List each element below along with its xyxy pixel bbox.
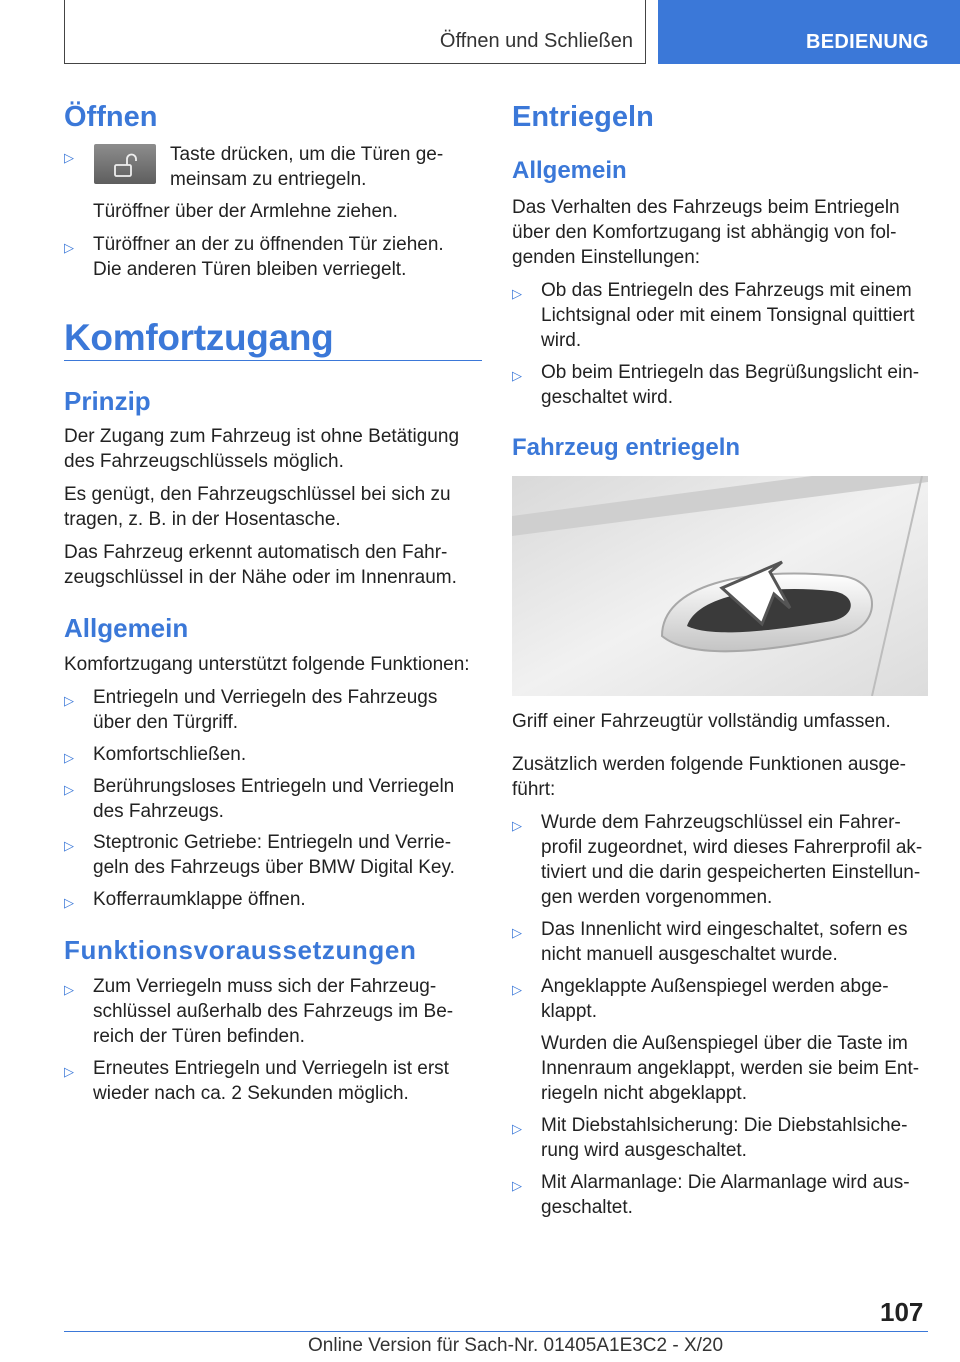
text-line: zeugschlüssel in der Nähe oder im Innenraum. <box>64 567 457 588</box>
text-line: des Fahrzeugschlüssels möglich. <box>64 451 344 472</box>
door-handle-illustration <box>512 476 928 696</box>
text-line: Das Innenlicht wird eingeschaltet, sofern es <box>541 919 908 940</box>
text-line: wieder nach ca. 2 Sekunden möglich. <box>93 1083 409 1104</box>
bullet-triangle-icon: ▷ <box>512 368 522 383</box>
heading-funktionsvoraussetzungen: Funktionsvoraussetzungen <box>64 935 417 965</box>
bullet-triangle-icon: ▷ <box>64 895 74 910</box>
text-line: Der Zugang zum Fahrzeug ist ohne Betätigung <box>64 426 460 447</box>
header-chapter-title: BEDIENUNG <box>806 31 929 53</box>
bullet-triangle-icon: ▷ <box>64 240 74 255</box>
heading-allgemein-right: Allgemein <box>512 157 627 184</box>
text-line: Türöffner an der zu öffnenden Tür ziehen. <box>93 234 444 255</box>
text-line: führt: <box>512 779 556 800</box>
bullet-triangle-icon: ▷ <box>512 982 522 997</box>
text-line: Komfortzugang unterstützt folgende Funktionen: <box>64 654 470 675</box>
bullet-triangle-icon: ▷ <box>64 1064 74 1079</box>
unlock-icon <box>94 144 156 184</box>
page-number: 107 <box>880 1297 924 1327</box>
door-handle-photo <box>512 476 928 696</box>
text-line: schlüssel außerhalb des Fahrzeugs im Be- <box>93 1001 454 1022</box>
bullet-triangle-icon: ▷ <box>512 925 522 940</box>
text-line: Angeklappte Außenspiegel werden abge- <box>541 976 889 997</box>
text-line: tiviert und die darin gespeicherten Einstellun- <box>541 862 921 883</box>
bullet-triangle-icon: ▷ <box>512 1121 522 1136</box>
text-line: über den Türgriff. <box>93 712 239 733</box>
text-line: Die anderen Türen bleiben verriegelt. <box>93 259 407 280</box>
heading-entriegeln: Entriegeln <box>512 101 654 133</box>
text-line: Ob das Entriegeln des Fahrzeugs mit einem <box>541 280 912 301</box>
text-line: Mit Alarmanlage: Die Alarmanlage wird aus- <box>541 1172 910 1193</box>
bullet-triangle-icon: ▷ <box>64 982 74 997</box>
text-line: Mit Diebstahlsicherung: Die Diebstahlsiche- <box>541 1115 908 1136</box>
bullet-triangle-icon: ▷ <box>64 150 74 165</box>
footer-online-version: Online Version für Sach-Nr. 01405A1E3C2 - X/20 <box>308 1335 724 1356</box>
text-line: tragen, z. B. in der Hosentasche. <box>64 509 341 530</box>
subtext: Türöffner über der Armlehne ziehen. <box>93 201 398 222</box>
text-line: Ob beim Entriegeln das Begrüßungslicht ein- <box>541 362 920 383</box>
footer-divider <box>64 1331 928 1332</box>
text-line: Entriegeln und Verriegeln des Fahrzeugs <box>93 687 438 708</box>
heading-prinzip: Prinzip <box>64 386 151 416</box>
text-line: reich der Türen befinden. <box>93 1026 305 1047</box>
text-line: gen werden vorgenommen. <box>541 887 773 908</box>
heading-allgemein-left: Allgemein <box>64 613 189 643</box>
text-line: geln des Fahrzeugs über BMW Digital Key. <box>93 857 455 878</box>
heading-fahrzeug-entriegeln: Fahrzeug entriegeln <box>512 434 741 461</box>
text-line: Komfortschließen. <box>93 744 247 765</box>
text-line: Das Verhalten des Fahrzeugs beim Entriegeln <box>512 197 900 218</box>
bullet-triangle-icon: ▷ <box>512 818 522 833</box>
heading-oeffnen: Öffnen <box>64 101 158 133</box>
text-line: genden Einstellungen: <box>512 247 701 268</box>
text-line: Innenraum angeklappt, werden sie beim Ent- <box>541 1058 920 1079</box>
text-line: geschaltet. <box>541 1197 633 1218</box>
text-line: Wurde dem Fahrzeugschlüssel ein Fahrer- <box>541 812 901 833</box>
header-section-title: Öffnen und Schließen <box>439 30 633 52</box>
text-line: riegeln nicht abgeklappt. <box>541 1083 747 1104</box>
text-line: Lichtsignal oder mit einem Tonsignal quittiert <box>541 305 915 326</box>
bullet-triangle-icon: ▷ <box>512 1178 522 1193</box>
text-line: meinsam zu entriegeln. <box>170 169 367 190</box>
bullet-triangle-icon: ▷ <box>64 838 74 853</box>
bullet-triangle-icon: ▷ <box>64 693 74 708</box>
unlock-button-image <box>94 144 156 184</box>
header-section-box <box>64 0 646 64</box>
text-line: Zusätzlich werden folgende Funktionen ausge- <box>512 754 906 775</box>
text-line: Erneutes Entriegeln und Verriegeln ist erst <box>93 1058 449 1079</box>
text-line: klappt. <box>541 1001 597 1022</box>
image-caption: Griff einer Fahrzeugtür vollständig umfassen. <box>512 711 891 732</box>
text-line: Taste drücken, um die Türen ge- <box>170 144 444 165</box>
bullet-triangle-icon: ▷ <box>512 286 522 301</box>
text-line: profil zugeordnet, wird dieses Fahrerprofil ak- <box>541 837 923 858</box>
heading-komfortzugang: Komfortzugang <box>64 317 334 358</box>
bullet-triangle-icon: ▷ <box>64 782 74 797</box>
text-line: Berührungsloses Entriegeln und Verriegeln <box>93 776 455 797</box>
text-line: Kofferraumklappe öffnen. <box>93 889 306 910</box>
text-line: über den Komfortzugang ist abhängig von fol- <box>512 222 897 243</box>
text-line: Das Fahrzeug erkennt automatisch den Fahr- <box>64 542 448 563</box>
header-chapter-box <box>658 0 960 64</box>
text-line: wird. <box>541 330 582 351</box>
bullet-triangle-icon: ▷ <box>64 750 74 765</box>
section-divider <box>64 360 482 361</box>
text-line: des Fahrzeugs. <box>93 801 224 822</box>
text-line: Zum Verriegeln muss sich der Fahrzeug- <box>93 976 437 997</box>
text-line: rung wird ausgeschaltet. <box>541 1140 747 1161</box>
text-line: Es genügt, den Fahrzeugschlüssel bei sich zu <box>64 484 451 505</box>
text-line: Steptronic Getriebe: Entriegeln und Verrie- <box>93 832 452 853</box>
text-line: Wurden die Außenspiegel über die Taste im <box>541 1033 908 1054</box>
text-line: nicht manuell ausgeschaltet wurde. <box>541 944 838 965</box>
text-line: geschaltet wird. <box>541 387 674 408</box>
